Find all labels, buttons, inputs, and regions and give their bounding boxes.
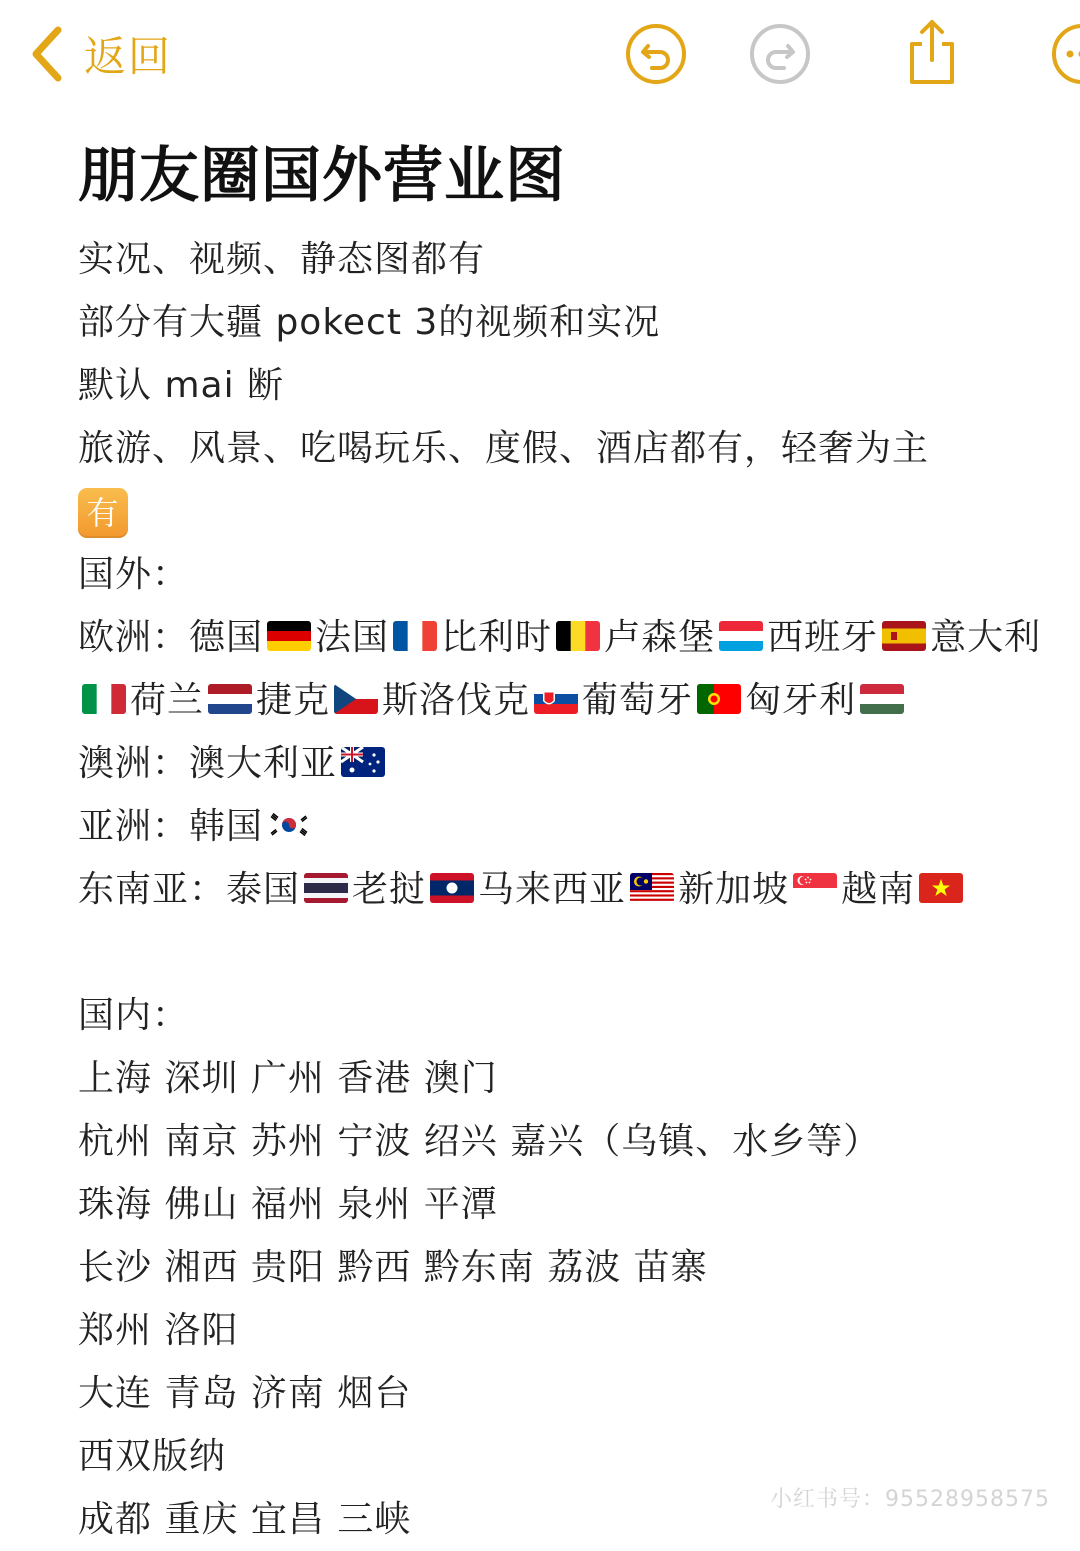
oceania-line [78, 732, 1078, 795]
domestic-line: 西双版纳 [78, 1425, 1078, 1488]
flag-italy-icon [82, 684, 126, 714]
country-name: 泰国 [226, 869, 300, 910]
flag-korea-icon [267, 810, 311, 840]
redo-icon[interactable] [748, 22, 812, 86]
abroad-heading: 国外： [78, 543, 1078, 606]
flag-luxembourg-icon [719, 621, 763, 651]
domestic-line: 大连 青岛 济南 烟台 [78, 1362, 1078, 1425]
europe-line-2 [78, 669, 1078, 732]
note-line: 部分有大疆 pokect 3的视频和实况 [78, 291, 1078, 354]
domestic-line: 杭州 南京 苏州 宁波 绍兴 嘉兴（乌镇、水乡等） [78, 1110, 1078, 1173]
flag-spain-icon [882, 621, 926, 651]
country-name: 法国 [315, 617, 389, 658]
europe-line-1 [78, 606, 1078, 669]
chevron-left-icon [30, 26, 64, 82]
flag-belgium-icon [556, 621, 600, 651]
country-name: 斯洛伐克 [382, 680, 530, 721]
badge-line [78, 480, 1078, 543]
undo-icon[interactable] [624, 22, 688, 86]
country-name: 匈牙利 [745, 680, 856, 721]
europe-label: 欧洲： [78, 617, 189, 658]
domestic-line: 珠海 佛山 福州 泉州 平潭 [78, 1173, 1078, 1236]
watermark: 小红书号：95528958575 [770, 1482, 1050, 1513]
country-name: 新加坡 [678, 869, 789, 910]
blank-line [78, 921, 1078, 984]
country-name: 西班牙 [767, 617, 878, 658]
asia-label: 亚洲： [78, 806, 189, 847]
domestic-heading: 国内： [78, 984, 1078, 1047]
country-name: 荷兰 [130, 680, 204, 721]
flag-portugal-icon [697, 684, 741, 714]
flag-netherlands-icon [208, 684, 252, 714]
country-name: 越南 [841, 869, 915, 910]
country-name: 马来西亚 [478, 869, 626, 910]
note-title: 朋友圈国外营业图 [78, 140, 1078, 212]
flag-slovakia-icon [534, 684, 578, 714]
share-icon[interactable] [900, 16, 964, 80]
back-button[interactable] [30, 22, 172, 86]
domestic-line: 长沙 湘西 贵阳 黔西 黔东南 荔波 苗寨 [78, 1236, 1078, 1299]
more-icon[interactable] [1050, 22, 1080, 86]
country-name: 捷克 [256, 680, 330, 721]
country-name: 比利时 [441, 617, 552, 658]
country-name: 德国 [189, 617, 263, 658]
country-name: 葡萄牙 [582, 680, 693, 721]
flag-france-icon [393, 621, 437, 651]
note-line: 实况、视频、静态图都有 [78, 228, 1078, 291]
oceania-label: 澳洲： [78, 743, 189, 784]
domestic-line: 成都 重庆 宜昌 三峡 [78, 1488, 1078, 1551]
country-name: 澳大利亚 [189, 743, 337, 784]
note-line: 旅游、风景、吃喝玩乐、度假、酒店都有，轻奢为主 [78, 417, 1078, 480]
note-body[interactable] [78, 140, 1078, 1551]
domestic-line: 上海 深圳 广州 香港 澳门 [78, 1047, 1078, 1110]
flag-vietnam-icon [919, 873, 963, 903]
country-name: 老挝 [352, 869, 426, 910]
flag-germany-icon [267, 621, 311, 651]
you-badge-emoji: 有 [78, 488, 128, 538]
flag-laos-icon [430, 873, 474, 903]
country-name: 韩国 [189, 806, 263, 847]
flag-singapore-icon [793, 873, 837, 903]
flag-czechia-icon [334, 684, 378, 714]
country-name: 意大利 [930, 617, 1041, 658]
sea-line [78, 858, 1078, 921]
toolbar [0, 0, 1080, 110]
flag-australia-icon [341, 747, 385, 777]
flag-malaysia-icon [630, 873, 674, 903]
asia-line [78, 795, 1078, 858]
note-line: 默认 mai 断 [78, 354, 1078, 417]
sea-label: 东南亚： [78, 869, 226, 910]
domestic-line: 郑州 洛阳 [78, 1299, 1078, 1362]
back-label: 返回 [84, 24, 172, 84]
flag-hungary-icon [860, 684, 904, 714]
flag-thailand-icon [304, 873, 348, 903]
country-name: 卢森堡 [604, 617, 715, 658]
